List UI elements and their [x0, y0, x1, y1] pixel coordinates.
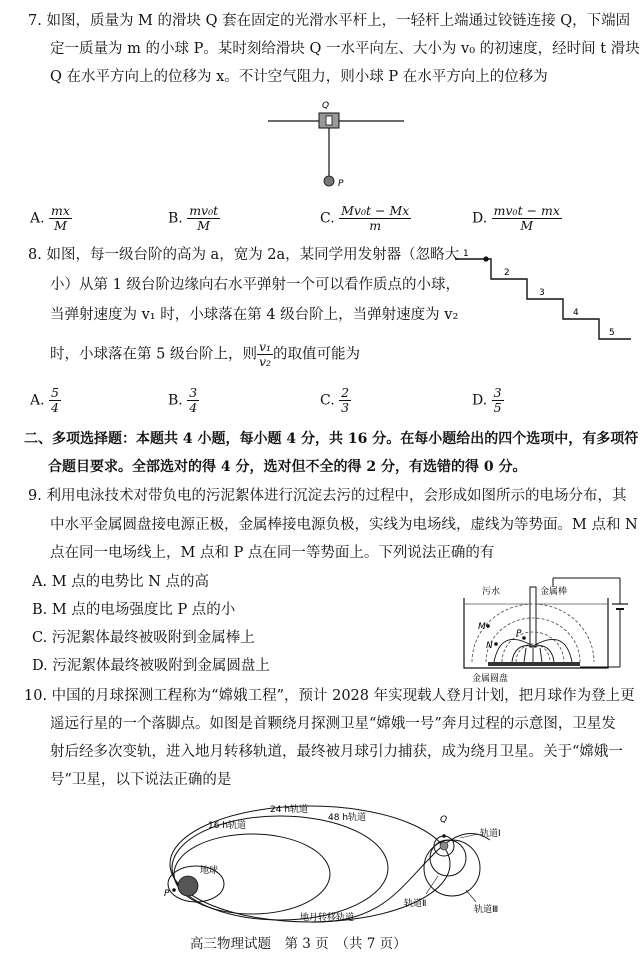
- q9-option-b: B. M 点的电场强度比 P 点的小: [32, 602, 236, 618]
- ball-p: [324, 176, 334, 186]
- q7-option-a: A. $\frac{mx}{M}$: [30, 203, 70, 233]
- q9-electrophoresis-figure: [458, 572, 634, 684]
- q8-line-1: 8. 如图，每一级台阶的高为 a，宽为 2a，某同学用发射器（忽略大: [28, 247, 460, 263]
- label-track-3: 轨道Ⅲ: [474, 905, 499, 915]
- q8-option-b: B. $\frac{3}{4}$: [168, 385, 198, 415]
- moon: [440, 842, 448, 850]
- q7-option-b: B. $\frac{\text{mv₀t}}{M}$: [168, 203, 219, 233]
- q10-line-4: 号”卫星，以下说法正确的是: [50, 772, 232, 788]
- q8-line-3: 当弹射速度为 v₁ 时，小球落在第 4 级台阶上，当弹射速度为 v₂: [50, 307, 459, 323]
- label-q: Q: [322, 101, 330, 111]
- label-track-1: 轨道Ⅰ: [480, 829, 501, 839]
- q8-staircase-figure: [455, 248, 633, 348]
- page-footer: 高三物理试题 第 3 页 （共 7 页）: [190, 936, 407, 952]
- step-label-2: 2: [504, 268, 510, 278]
- q8-line-2: 小）从第 1 级台阶边缘向右水平弹射一个可以看作质点的小球，: [50, 277, 460, 293]
- q9-line-1: 9. 利用电泳技术对带负电的污泥絮体进行沉淀去污的过程中，会形成如图所示的电场分布，其: [28, 488, 627, 504]
- label-transfer-orbit: 地月转移轨道: [300, 913, 355, 923]
- step-label-1: 1: [463, 249, 469, 259]
- label-m: M: [478, 622, 486, 632]
- q8-line-4: 时，小球落在第 5 级台阶上，则 $\frac{\text{v₁}}{\text{v₂}}$ 的取值可能为: [50, 339, 361, 369]
- label-track-2: 轨道Ⅱ: [404, 899, 427, 909]
- label-orbit-16h: 16 h轨道: [208, 821, 247, 831]
- q7-option-d: D. $\frac{\text{mv₀t − mx}}{M}$: [472, 203, 560, 233]
- q8-option-c: C. $\frac{2}{3}$: [320, 385, 350, 415]
- q7-line-2: 定一质量为 m 的小球 P。某时刻给滑块 Q 一水平向左、大小为 v₀ 的初速度，经时间 t 滑块: [50, 41, 640, 57]
- earth: [178, 876, 198, 896]
- q9-line-2: 中水平金属圆盘接电源正极，金属棒接电源负极，实线为电场线，虚线为等势面。M 点和 N: [50, 517, 638, 533]
- step-label-3: 3: [539, 288, 545, 298]
- section-2-heading-line-1: 二、多项选择题：本题共 4 小题，每小题 4 分，共 16 分。在每小题给出的四个选项中，有多项符: [24, 431, 639, 447]
- step-label-4: 4: [573, 308, 579, 318]
- q8-option-a: A. $\frac{5}{4}$: [30, 385, 59, 415]
- step-label-5: 5: [609, 328, 615, 338]
- staircase: [455, 259, 631, 339]
- label-sewage: 污水: [482, 587, 501, 597]
- q10-line-1: 10. 中国的月球探测工程称为“嫦娥工程”，预计 2028 年实现载人登月计划，把月球作为登上更: [24, 688, 635, 704]
- label-metal-rod: 金属棒: [540, 587, 568, 597]
- q9-option-a: A. M 点的电势比 N 点的高: [32, 574, 210, 590]
- section-2-heading-line-2: 合题目要求。全部选对的得 4 分，选对但不全的得 2 分，有选错的得 0 分。: [48, 459, 527, 475]
- q7-figure: [262, 95, 412, 195]
- label-p: P: [164, 889, 170, 899]
- label-orbit-24h: 24 h轨道: [270, 805, 309, 815]
- q9-option-d: D. 污泥絮体最终被吸附到金属圆盘上: [32, 658, 270, 674]
- metal-disk: [488, 662, 580, 666]
- label-p: P: [516, 629, 522, 639]
- label-n: N: [486, 641, 493, 651]
- q7-line-1: 7. 如图，质量为 M 的滑块 Q 套在固定的光滑水平杆上，一轻杆上端通过铰链连接 Q，下端固: [28, 13, 631, 29]
- q10-orbit-figure: [160, 798, 560, 930]
- launch-point: [483, 256, 488, 261]
- q8-option-d: D. $\frac{3}{5}$: [472, 385, 502, 415]
- q7-option-c: C. $\frac{\text{Mv₀t − Mx}}{m}$: [320, 203, 410, 233]
- label-earth: 地球: [200, 866, 219, 876]
- label-q: Q: [440, 815, 448, 825]
- q10-line-2: 遥远行星的一个落脚点。如图是首颗绕月探测卫星“嫦娥一号”奔月过程的示意图，卫星发: [50, 716, 616, 732]
- q9-option-c: C. 污泥絮体最终被吸附到金属棒上: [32, 630, 255, 646]
- q7-line-3: Q 在水平方向上的位移为 x。不计空气阻力，则小球 P 在水平方向上的位移为: [50, 69, 548, 85]
- q10-line-3: 射后经多次变轨，进入地月转移轨道，最终被月球引力捕获，成为绕月卫星。关于“嫦娥一: [50, 744, 623, 760]
- label-p: P: [338, 179, 344, 189]
- label-orbit-48h: 48 h轨道: [328, 813, 367, 823]
- label-metal-disk: 金属圆盘: [472, 674, 509, 684]
- q9-line-3: 点在同一电场线上，M 点和 P 点在同一等势面上。下列说法正确的有: [50, 545, 495, 561]
- metal-rod: [530, 587, 536, 647]
